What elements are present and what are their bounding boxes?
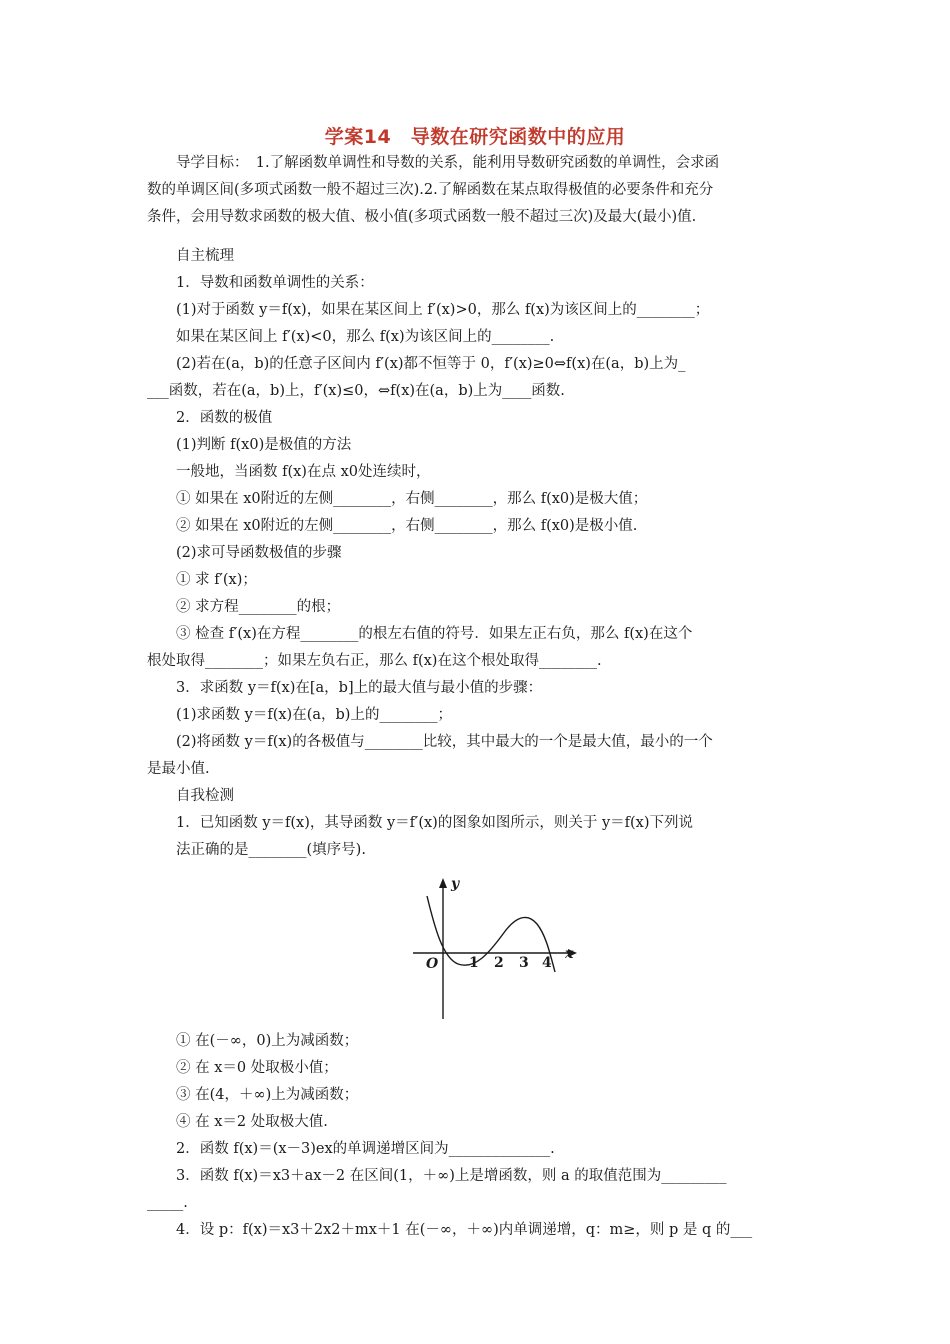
review-line: 2．函数的极值 <box>176 410 273 426</box>
review-line: ③ 检查 f′(x)在方程________的根左右值的符号．如果左正右负，那么 f(x)在这个 <box>176 626 693 642</box>
option-item: ③ 在(4，＋∞)上为减函数； <box>176 1087 359 1103</box>
remaining-questions <box>147 1136 809 1244</box>
review-line: 1．导数和函数单调性的关系： <box>176 275 374 291</box>
review-line: 是最小值. <box>147 761 210 777</box>
question-line: 法正确的是________(填序号). <box>176 842 366 858</box>
x-tick-label: 2 <box>494 955 504 971</box>
review-line: ___函数，若在(a，b)上，f′(x)≤0，⇔f(x)在(a，b)上为____函数. <box>147 383 565 399</box>
question-line: _____. <box>147 1195 188 1211</box>
check-heading: 自我检测 <box>176 788 234 804</box>
review-line: 根处取得________；如果左负右正，那么 f(x)在这个根处取得________. <box>147 653 602 669</box>
question-line: 1．已知函数 y＝f(x)，其导函数 y＝f′(x)的图象如图所示，则关于 y＝f(x)下列说 <box>176 815 693 831</box>
review-heading: 自主梳理 <box>176 248 234 264</box>
review-line: (2)将函数 y＝f(x)的各极值与________比较，其中最大的一个是最大值，最小的一个 <box>176 734 713 750</box>
derivative-graph <box>405 874 585 1024</box>
page-title: 学案14 导数在研究函数中的应用 <box>324 126 626 148</box>
objective-line: 条件，会用导数求函数的极大值、极小值(多项式函数一般不超过三次)及最大(最小)值. <box>147 209 697 225</box>
review-line: 一般地，当函数 f(x)在点 x0处连续时， <box>176 464 431 480</box>
question-line: 4．设 p：f(x)＝x3＋2x2＋mx＋1 在(－∞，＋∞)内单调递增，q：m≥，则 p 是 q 的___ <box>176 1222 753 1238</box>
review-line: ② 如果在 x0附近的左侧________，右侧________，那么 f(x0)是极小值. <box>176 518 638 534</box>
option-item: ④ 在 x＝2 处取极大值. <box>176 1114 328 1130</box>
y-axis-arrow <box>439 878 447 888</box>
origin-label: O <box>426 956 439 972</box>
review-line: (1)求函数 y＝f(x)在(a，b)上的________； <box>176 707 452 723</box>
review-line: (2)若在(a，b)的任意子区间内 f′(x)都不恒等于 0，f′(x)≥0⇔f(x)在(a，b)上为_ <box>176 356 686 372</box>
review-line: ① 如果在 x0附近的左侧________，右侧________，那么 f(x0)是极大值； <box>176 491 648 507</box>
x-tick-label: 4 <box>542 955 552 971</box>
review-line: ① 求 f′(x)； <box>176 572 257 588</box>
objective-line: 数的单调区间(多项式函数一般不超过三次).2.了解函数在某点取得极值的必要条件和充分 <box>147 182 714 198</box>
option-item: ② 在 x＝0 处取极小值； <box>176 1060 338 1076</box>
review-line: 3．求函数 y＝f(x)在[a，b]上的最大值与最小值的步骤： <box>176 680 543 696</box>
review-line: (1)对于函数 y＝f(x)，如果在某区间上 f′(x)>0，那么 f(x)为该区间上的________； <box>176 302 710 318</box>
x-tick-label: 3 <box>519 955 529 971</box>
review-line: (2)求可导函数极值的步骤 <box>176 545 342 561</box>
review-line: (1)判断 f(x0)是极值的方法 <box>176 437 352 453</box>
objective-line: 导学目标： 1.了解函数单调性和导数的关系，能利用导数研究函数的单调性，会求函 <box>176 155 720 171</box>
question-line: 2．函数 f(x)＝(x－3)ex的单调递增区间为______________. <box>176 1141 555 1157</box>
learning-objectives <box>147 150 809 231</box>
answer-options <box>147 1028 809 1136</box>
document-body <box>147 150 809 1244</box>
x-tick-label: 1 <box>469 955 479 971</box>
y-axis-label: y <box>451 876 460 892</box>
review-line: 如果在某区间上 f′(x)<0，那么 f(x)为该区间上的________. <box>176 329 555 345</box>
question-line: 3．函数 f(x)＝x3＋ax－2 在区间(1，＋∞)上是增函数，则 a 的取值范围为_________ <box>176 1168 727 1184</box>
review-section <box>147 270 809 783</box>
question-1 <box>147 810 809 864</box>
derivative-curve <box>427 896 555 972</box>
review-line: ② 求方程________的根； <box>176 599 341 615</box>
x-axis-label: x <box>565 946 574 962</box>
option-item: ① 在(－∞，0)上为减函数； <box>176 1033 359 1049</box>
